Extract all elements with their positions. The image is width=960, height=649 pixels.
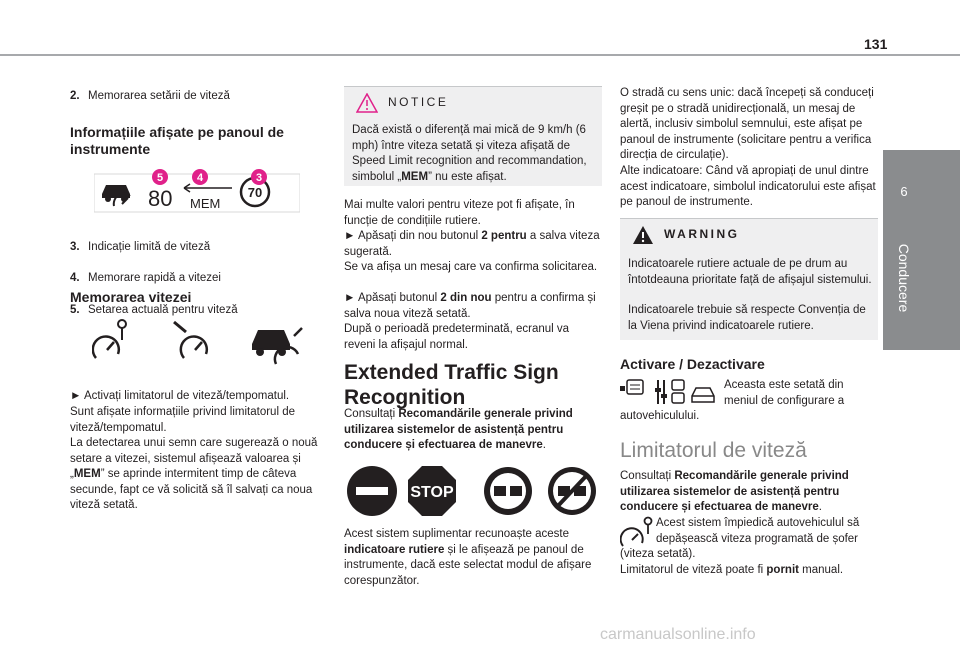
settings-menu-icons [620, 378, 716, 406]
section-heading: Extended Traffic Sign Recognition [344, 361, 559, 409]
warning-triangle-icon [632, 225, 654, 245]
adaptive-cruise-icon [246, 318, 304, 366]
paragraph: Acest sistem împiedică autovehiculul să depășească viteza programată de șofer [656, 517, 860, 545]
svg-text:STOP: STOP [410, 484, 454, 501]
end-no-overtaking-sign-icon [548, 467, 596, 515]
notice-title: NOTICE [388, 95, 449, 109]
page-number: 131 [864, 36, 888, 52]
watermark: carmanualsonline.info [600, 626, 756, 643]
warning-title: WARNING [664, 227, 740, 241]
dash-speed: 80 [148, 186, 173, 211]
list-item-text: Memorarea setării de viteză [88, 90, 230, 102]
paragraph: Acest sistem suplimentar recunoaște aceste indicatoare rutiere și le afișează pe panoul de instrumente, dacă este selectat modul de afișare corespunzător. [344, 528, 592, 587]
menu-screen-icon [620, 380, 643, 394]
column-1 [70, 0, 328, 512]
warning-text-1: Indicatoarele rutiere actuale de pe drum au întotdeauna prioritate față de afișajul sistemului. [628, 258, 872, 286]
no-overtaking-sign-icon [484, 467, 532, 515]
list-item-number: 4. [70, 272, 80, 285]
paragraph: autovehiculului. [620, 410, 700, 422]
notice-text: Dacă există o diferență mai mică de 9 km/h (6 mph) între viteza setată și viteza afișată de Speed Limit recognition and recommandation, simbolul „MEM” nu este afișat. [352, 124, 587, 183]
list-item [70, 271, 328, 287]
chapter-tab[interactable] [883, 150, 960, 350]
section-heading: Informațiile afișate pe panoul de instrumente [70, 124, 284, 157]
list-item [70, 240, 328, 256]
car-outline-icon [692, 388, 714, 402]
list-item-number: 3. [70, 240, 80, 253]
speed-limiter-icon [92, 318, 128, 362]
paragraph: ► Apăsați din nou butonul 2 pentru a salva viteza sugerată. [344, 230, 600, 258]
vehicle-settings-icon [655, 380, 684, 404]
paragraph: Limitatorul de viteză poate fi pornit manual. [620, 564, 844, 576]
traffic-sign-icons [346, 464, 600, 518]
badge: 3 [255, 172, 263, 184]
dash-mem: MEM [190, 196, 221, 211]
warning-box [620, 218, 878, 340]
paragraph: Se va afișa un mesaj care va confirma solicitarea. [344, 261, 598, 273]
section-heading: Memorarea vitezei [70, 289, 192, 305]
chapter-label: Conducere [896, 243, 912, 313]
no-entry-sign-icon [347, 466, 397, 516]
section-heading: Activare / Dezactivare [620, 356, 765, 372]
dashboard-illustration [94, 168, 300, 214]
paragraph: Alte indicatoare: Când vă apropiați de unul dintre acest indicatoare, simbolul indicatorului este afișat pe panoul de instrumente. [620, 165, 876, 209]
warning-triangle-icon [356, 93, 378, 113]
list-item-number: 2. [70, 90, 80, 102]
paragraph: O stradă cu sens unic: dacă începeți să conduceți greșit pe o stradă unidirecțională, un mesaj de alertă, inclusiv simbolul semnului, este afișat pe panoul de instrumente (solicitare pentru a verifica direcția de circulație). [620, 87, 874, 162]
paragraph: Consultați Recomandările generale privind utilizarea sistemelor de asistență pentru conducere și efectuarea de manevre. [344, 408, 573, 452]
chapter-number: 6 [900, 184, 908, 199]
paragraph: (viteza setată). [620, 548, 696, 560]
paragraph: Consultați Recomandările generale privind utilizarea sistemelor de asistență pentru conducere și efectuarea de manevre. [620, 470, 849, 514]
list-item [70, 89, 328, 105]
list-item-text: Memorare rapidă a vitezei [88, 272, 221, 285]
speed-limiter-icon [620, 516, 654, 548]
paragraph: Aceasta este setată din meniul de configurare a [724, 379, 845, 407]
badge: 4 [196, 172, 204, 184]
paragraph: După o perioadă predeterminată, ecranul va reveni la afișajul normal. [344, 323, 570, 351]
paragraph: ► Apăsați butonul 2 din nou pentru a confirma și salva noua viteză setată. [344, 292, 596, 320]
paragraph: Mai multe valori pentru viteze pot fi afișate, în funcție de condițiile rutiere. [344, 199, 575, 227]
chapter-label-wrap [894, 210, 914, 346]
section-heading: Limitatorul de viteză [620, 439, 807, 462]
list-item-text: Setarea actuală pentru viteză [88, 303, 238, 316]
paragraph: Sunt afișate informațiile privind limitatorul de viteză/tempomatul. [70, 406, 295, 434]
badge: 5 [156, 172, 164, 184]
paragraph: ► Activați limitatorul de viteză/tempomatul. [70, 390, 290, 402]
list-item-number: 5. [70, 303, 80, 316]
stop-sign-icon [408, 466, 456, 516]
paragraph: La detectarea unui semn care sugerează o nouă setare a vitezei, sistemul afișează valoarea și „MEM” se aprinde intermitent timp de câteva secunde, fapt ce vă solicită să îl salvați ca noua viteză setată. [70, 437, 318, 512]
cruise-control-icon [172, 318, 216, 362]
dash-sign: 70 [247, 185, 263, 200]
notice-box [344, 86, 602, 186]
warning-text-2: Indicatoarele trebuie să respecte Convenția de la Viena privind indicatoarele rutiere. [628, 304, 866, 332]
list-item-text: Indicație limită de viteză [88, 240, 211, 253]
